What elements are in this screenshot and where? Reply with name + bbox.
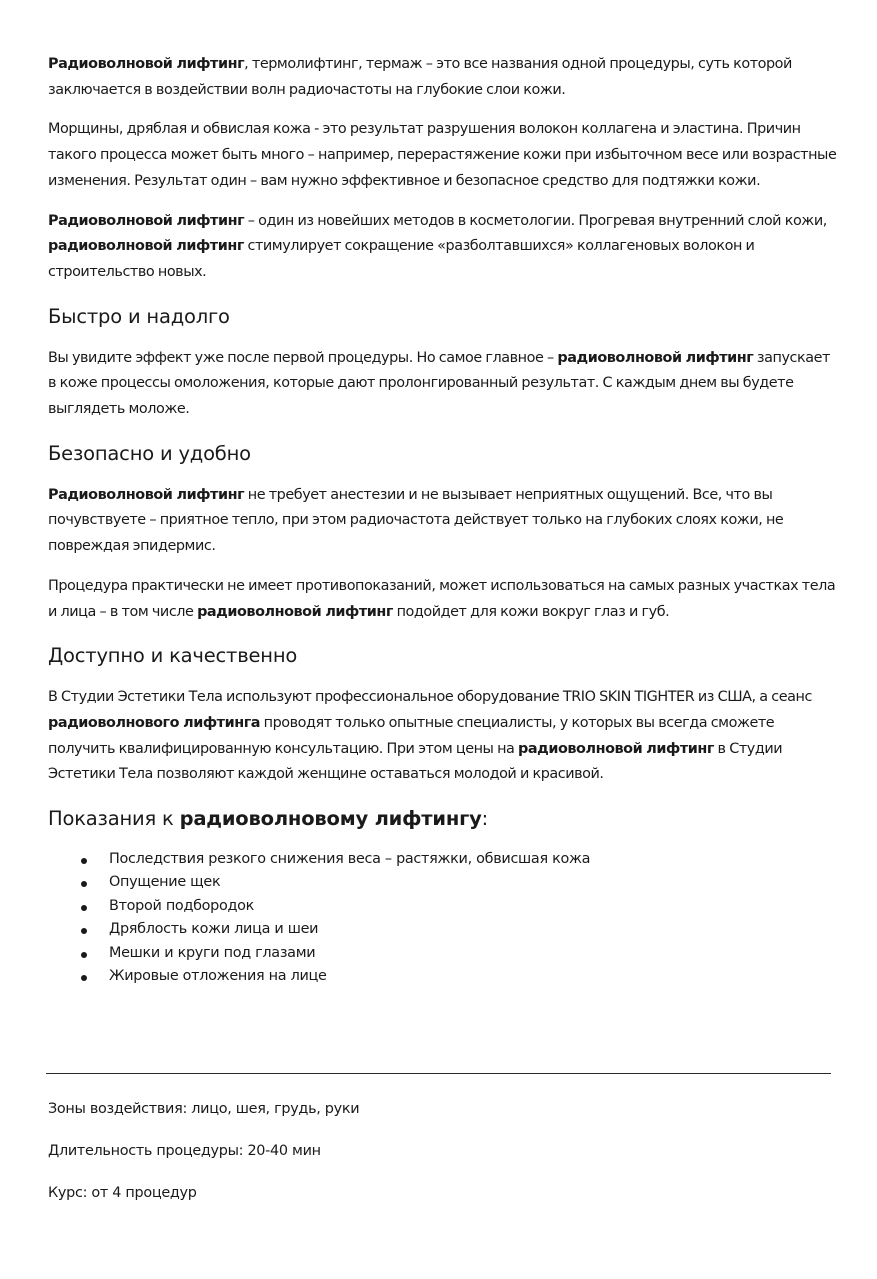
paragraph-text: Процедура практически не имеет противопоказаний, может использоваться на самых разных участках тела и лица – в том числе bbox=[48, 577, 836, 620]
section-heading-safe: Безопасно и удобно bbox=[48, 441, 251, 465]
section-heading-quality: Доступно и качественно bbox=[48, 644, 298, 668]
list-item bbox=[48, 965, 838, 988]
heading-text: Показания к bbox=[48, 807, 180, 831]
course-info: Курс: от 4 процедур bbox=[48, 1185, 197, 1201]
list-item-text: Второй подбородок bbox=[109, 897, 255, 914]
heading-colon: : bbox=[481, 807, 488, 831]
section-fast-paragraph bbox=[48, 346, 838, 423]
bold-term: Радиоволновой лифтинг bbox=[48, 56, 245, 72]
list-item-text: Опущение щек bbox=[109, 874, 221, 891]
paragraph-text: В Студии Эстетики Тела используют профессиональное оборудование TRIO SKIN TIGHTER из США, а сеанс bbox=[48, 689, 812, 706]
section-heading-indications bbox=[48, 806, 838, 832]
paragraph-text: , термолифтинг, термаж – это все названия одной процедуры, суть которой заключается в воздействии волн радиочастоты на глубокие слои кожи. bbox=[48, 56, 792, 98]
bullet-icon bbox=[81, 905, 87, 911]
bullet-icon bbox=[81, 881, 87, 887]
section-quality-paragraph bbox=[48, 685, 838, 788]
paragraph-text: стимулирует сокращение «разболтавшихся» коллагеновых волокон и строительство новых. bbox=[48, 238, 755, 280]
list-item bbox=[48, 918, 838, 941]
list-item-text: Жировые отложения на лице bbox=[109, 968, 327, 985]
list-item-text: Дряблость кожи лица и шеи bbox=[109, 921, 319, 938]
section-heading-fast: Быстро и надолго bbox=[48, 304, 230, 328]
list-item bbox=[48, 895, 838, 918]
bullet-icon bbox=[81, 928, 87, 934]
paragraph-text: – один из новейших методов в косметологии. Прогревая внутренний слой кожи, bbox=[244, 212, 827, 229]
intro-paragraph-2 bbox=[48, 117, 838, 194]
paragraph-text: подойдет для кожи вокруг глаз и губ. bbox=[392, 603, 670, 620]
bullet-icon bbox=[81, 858, 87, 864]
bold-term: радиоволновой лифтинг bbox=[48, 238, 244, 255]
bullet-icon bbox=[81, 952, 87, 958]
bold-term: Радиоволновой лифтинг bbox=[48, 486, 245, 503]
paragraph-text: в Студии Эстетики Тела позволяют каждой женщине оставаться молодой и красивой. bbox=[48, 740, 783, 783]
duration-info: Длительность процедуры: 20-40 мин bbox=[48, 1143, 321, 1159]
paragraph-text: не требует анестезии и не вызывает неприятных ощущений. Все, что вы почувствуете – приятное тепло, при этом радиочастота действует только на глубоких слоях кожи, не повреждая эпидермис. bbox=[48, 486, 784, 555]
bold-term: радиоволновой лифтинг bbox=[518, 740, 714, 757]
paragraph-text: Морщины, дряблая и обвислая кожа - это результат разрушения волокон коллагена и эластина. Причин такого процесса может быть много – например, перерастяжение кожи при избыточном весе или возрастные изменения. Результат один – вам нужно эффективное и безопасное средство для подтяжки кожи. bbox=[48, 121, 837, 189]
section-safe-paragraph-2 bbox=[48, 574, 838, 625]
bullet-icon bbox=[81, 975, 87, 981]
bold-term: радиоволновой лифтинг bbox=[197, 603, 393, 620]
list-item-text: Последствия резкого снижения веса – растяжки, обвисшая кожа bbox=[109, 851, 591, 868]
zones-info: Зоны воздействия: лицо, шея, грудь, руки bbox=[48, 1101, 360, 1117]
indications-list bbox=[48, 848, 838, 988]
intro-paragraph-3 bbox=[48, 209, 838, 286]
list-item bbox=[48, 848, 838, 871]
bold-term: Радиоволновой лифтинг bbox=[48, 212, 245, 229]
paragraph-text: запускает в коже процессы омоложения, которые дают пролонгированный результат. С каждым днем вы будете выглядеть моложе. bbox=[48, 349, 830, 418]
article bbox=[48, 52, 838, 989]
list-item bbox=[48, 871, 838, 894]
paragraph-text: проводят только опытные специалисты, у которых вы всегда сможете получить квалифицированную консультацию. При этом цены на bbox=[48, 714, 775, 757]
horizontal-divider bbox=[46, 1073, 831, 1074]
list-item bbox=[48, 942, 838, 965]
list-item-text: Мешки и круги под глазами bbox=[109, 944, 316, 961]
intro-paragraph-1 bbox=[48, 52, 838, 103]
paragraph-text: Вы увидите эффект уже после первой процедуры. Но самое главное – bbox=[48, 349, 558, 366]
section-safe-paragraph-1 bbox=[48, 483, 838, 560]
bold-term: радиоволновому лифтингу bbox=[179, 807, 482, 831]
bold-term: радиоволнового лифтинга bbox=[48, 714, 261, 731]
bold-term: радиоволновой лифтинг bbox=[557, 349, 754, 366]
